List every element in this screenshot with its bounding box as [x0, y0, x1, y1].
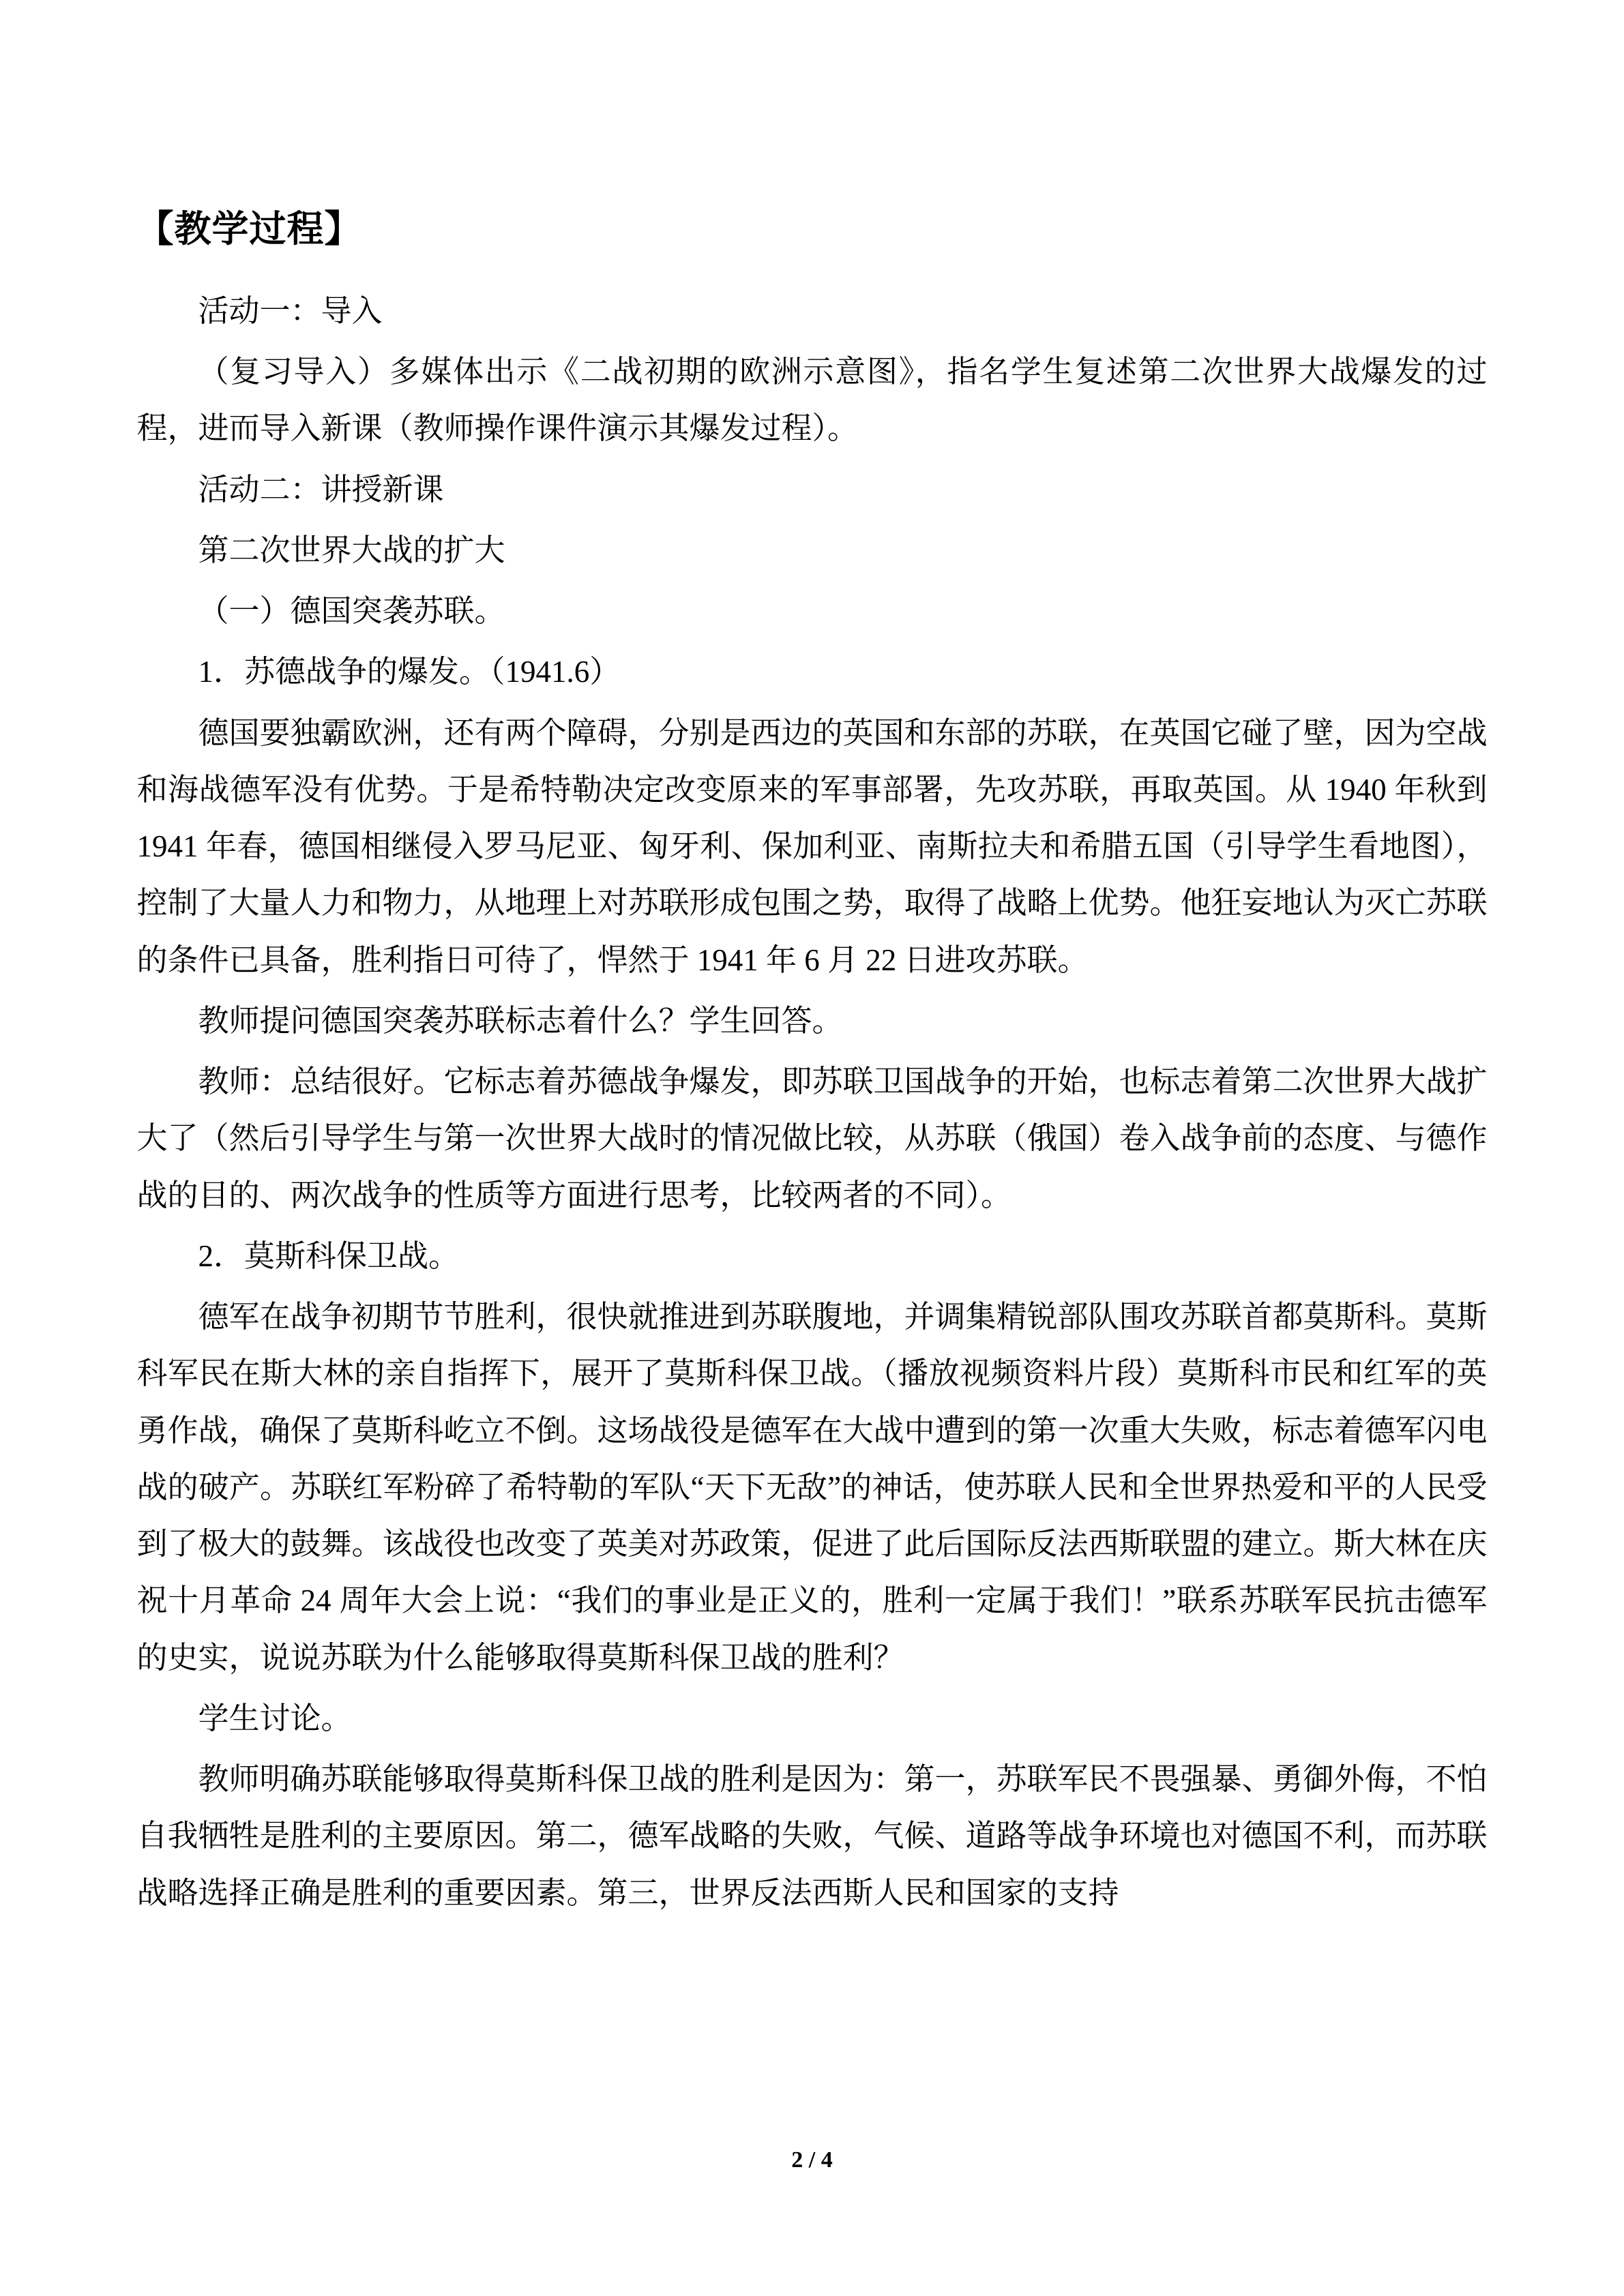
paragraph-7: 德国要独霸欧洲，还有两个障碍，分别是西边的英国和东部的苏联，在英国它碰了壁，因为空战和海战德军没有优势。于是希特勒决定改变原来的军事部署，先攻苏联，再取英国。从 1940 年秋到 1941 年春，德国相继侵入罗马尼亚、匈牙利、保加利亚、南斯拉夫和希腊五国（引导学生看地图），控制了大量人力和物力，从地理上对苏联形成包围之势，取得了战略上优势。他狂妄地认为灭亡苏联的条件已具备，胜利指日可待了，悍然于 1941 年 6 月 22 日进攻苏联。 [136, 715, 1488, 977]
paragraph-6: 1．苏德战争的爆发。（1941.6） [198, 655, 621, 689]
paragraph-2: （复习导入）多媒体出示《二战初期的欧洲示意图》，指名学生复述第二次世界大战爆发的过程，进而导入新课（教师操作课件演示其爆发过程）。 [136, 355, 1488, 446]
paragraph-10: 2．莫斯科保卫战。 [198, 1238, 460, 1273]
page-number: 2 / 4 [791, 2147, 833, 2173]
paragraph-11: 德军在战争初期节节胜利，很快就推进到苏联腹地，并调集精锐部队围攻苏联首都莫斯科。莫斯科军民在斯大林的亲自指挥下，展开了莫斯科保卫战。（播放视频资料片段）莫斯科市民和红军的英勇作战，确保了莫斯科屹立不倒。这场战役是德军在大战中遭到的第一次重大失败，标志着德军闪电战的破产。苏联红军粉碎了希特勒的军队“天下无敌”的神话，使苏联人民和全世界热爱和平的人民受到了极大的鼓舞。该战役也改变了英美对苏政策，促进了此后国际反法西斯联盟的建立。斯大林在庆祝十月革命 24 周年大会上说：“我们的事业是正义的，胜利一定属于我们！”联系苏联军民抗击德军的史实，说说苏联为什么能够取得莫斯科保卫战的胜利？ [136, 1300, 1488, 1675]
paragraph-9: 教师：总结很好。它标志着苏德战争爆发，即苏联卫国战争的开始，也标志着第二次世界大战扩大了（然后引导学生与第一次世界大战时的情况做比较，从苏联（俄国）卷入战争前的态度、与德作战的目的、两次战争的性质等方面进行思考，比较两者的不同）。 [136, 1064, 1488, 1212]
page-title: 【教学过程】 [136, 209, 362, 250]
paragraph-13: 教师明确苏联能够取得莫斯科保卫战的胜利是因为：第一，苏联军民不畏强暴、勇御外侮，不怕自我牺牲是胜利的主要原因。第二，德军战略的失败，气候、道路等战争环境也对德国不利，而苏联战略选择正确是胜利的重要因素。第三，世界反法西斯人民和国家的支持 [136, 1762, 1488, 1910]
paragraph-12: 学生讨论。 [198, 1701, 352, 1735]
document-body [137, 205, 1488, 1922]
paragraph-4: 第二次世界大战的扩大 [198, 533, 505, 567]
paragraph-8: 教师提问德国突袭苏联标志着什么？学生回答。 [198, 1003, 843, 1038]
paragraph-5: （一）德国突袭苏联。 [198, 594, 505, 629]
paragraph-3: 活动二：讲授新课 [198, 472, 444, 507]
paragraph-1: 活动一：导入 [198, 293, 383, 328]
